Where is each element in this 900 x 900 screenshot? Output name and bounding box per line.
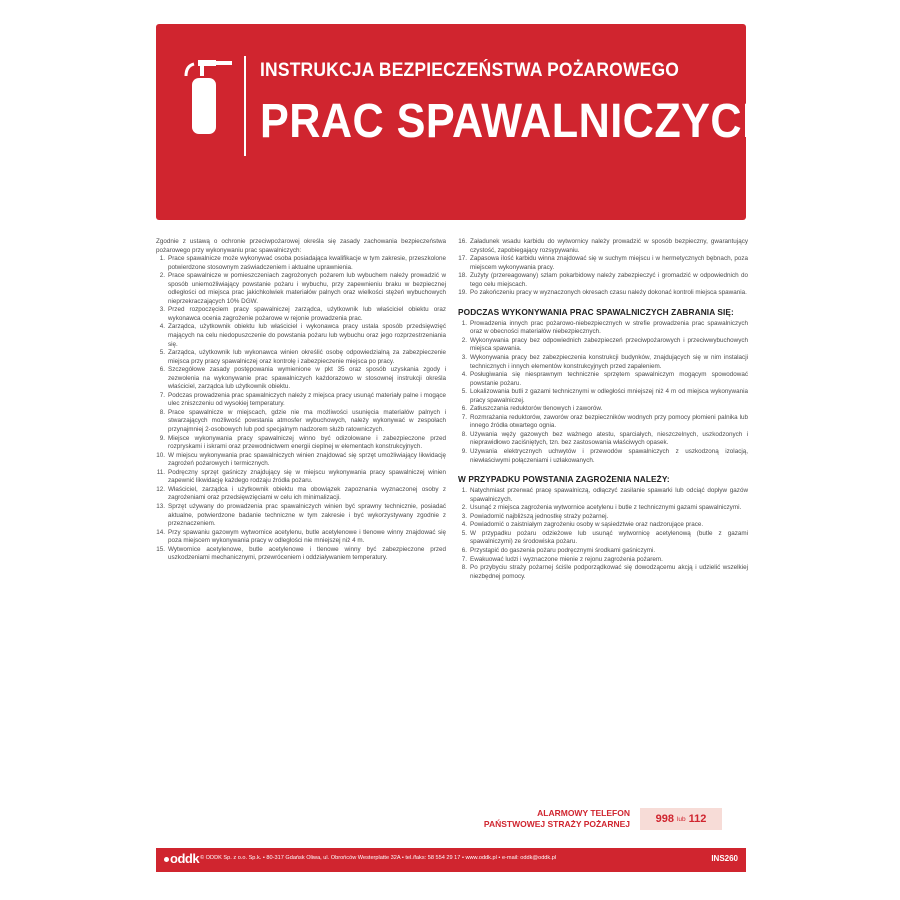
intro-paragraph: Zgodnie z ustawą o ochronie przeciwpożarowej określa się zasady zachowania bezpieczeństwa pożarowego przy wykonywaniu prac spawalniczych: [156, 238, 446, 254]
alarm-phone-block [462, 808, 750, 840]
list-item [458, 405, 748, 414]
list-item-number: 14. [156, 528, 165, 536]
instruction-sheet [152, 20, 774, 878]
list-item-text: Posługiwania się niesprawnym technicznie sprzętem spawalniczym mogącym spowodować powstanie pożaru. [470, 371, 748, 387]
list-item [156, 452, 446, 469]
list-item-number: 15. [156, 545, 165, 553]
list-item [156, 546, 446, 563]
list-item-text: Prace spawalnicze w miejscach, gdzie nie ma możliwości usunięcia materiałów palnych i stwarzających możliwość powstania atmosfer wybuchowych, należy wykonywać w zespołach przynajmniej 2-osobowych lub pod specjalnym nadzorem służb ratowniczych. [168, 408, 446, 434]
list-item-number: 19. [458, 289, 467, 297]
list-item [156, 366, 446, 392]
list-item-number: 5. [461, 388, 467, 396]
list-item [156, 503, 446, 529]
list-item-number: 8. [159, 408, 165, 416]
list-item [156, 306, 446, 323]
list-item [458, 547, 748, 556]
list-item [458, 513, 748, 522]
list-item [458, 448, 748, 465]
list-item [156, 435, 446, 452]
header-divider [244, 56, 246, 156]
list-item-text: W przypadku pożaru odzieżowe lub usunąć wytwornicę acetylenową (butle z gazami spawalniczymi) ze środowiska pożaru. [470, 529, 748, 546]
list-item [458, 337, 748, 354]
emergency-heading: W PRZYPADKU POWSTANIA ZAGROŻENIA NALEŻY: [458, 474, 670, 485]
list-item [458, 289, 748, 298]
list-item [458, 272, 748, 289]
list-item-text: Natychmiast przerwać pracę spawalniczą, odłączyć zasilanie spawarki lub odciąć dopływ gazów spawalniczych. [470, 487, 748, 503]
left-column [156, 238, 446, 563]
list-item-text: Prace spawalnicze w pomieszczeniach zagrożonych pożarem lub wybuchem należy prowadzić w sposób uniemożliwiający powstanie pożaru i wybuchu, przy zapewnieniu braku w bezpiecznej odległości od miejsca prac jakichkolwiek materiałów palnych oraz wielkości stężeń wybuchowych nieprzekraczających 10% DGW. [168, 272, 446, 305]
list-item-number: 2. [159, 272, 165, 280]
right-column [458, 238, 748, 581]
list-item-text: Lokalizowania butli z gazami technicznymi w odległości mniejszej niż 4 m od miejsca wykonywania pracy spawalniczej. [470, 388, 748, 404]
list-item-text: Zużyty (przereagowany) szlam pokarbidowy należy zabezpieczyć i gromadzić w odpowiednich do tego celu miejscach. [470, 272, 748, 288]
oddk-logo [164, 851, 199, 866]
list-item-number: 5. [461, 529, 467, 537]
list-item-text: Zatłuszczania reduktorów tlenowych i zaworów. [470, 405, 603, 413]
list-item-text: Zapasowa ilość karbidu winna znajdować się w suchym miejscu i w hermetycznych bębnach, poza miejscem wykonywania pracy. [470, 255, 748, 271]
list-item-number: 2. [461, 336, 467, 344]
list-item-number: 6. [461, 546, 467, 554]
list-item [156, 469, 446, 486]
product-code: INS260 [711, 854, 738, 863]
list-item [156, 255, 446, 272]
alarm-label-line2: PAŃSTWOWEJ STRAŻY POŻARNEJ [483, 819, 630, 829]
list-item-number: 18. [458, 272, 467, 280]
list-item-text: Usunąć z miejsca zagrożenia wytwornice acetylenu i butle z technicznymi gazami spawalniczymi. [470, 504, 742, 512]
list-item-number: 12. [156, 485, 165, 493]
list-item [156, 392, 446, 409]
list-item [156, 323, 446, 349]
list-item-number: 3. [461, 354, 467, 362]
list-item-text: Powiadomić o zaistniałym zagrożeniu osoby w sąsiedztwie oraz nadzorujące prace. [470, 521, 704, 529]
list-item [458, 530, 748, 547]
list-item-text: Właściciel, zarządca i użytkownik obiektu ma obowiązek zapoznania wyznaczonej osoby z zagrożeniami oraz przedsięwzięciami w celu ich minimalizacji. [168, 485, 446, 502]
list-item-number: 7. [159, 391, 165, 399]
list-item-text: Sprzęt używany do prowadzenia prac spawalniczych winien być sprawny technicznie, posiadać aktualne, potwierdzone badanie techniczne w tym zakresie i być wykorzystywany zgodnie z przeznaczeniem. [168, 502, 446, 528]
alarm-number-998: 998 [655, 813, 674, 825]
list-item-number: 1. [461, 319, 467, 327]
alarm-or: lub [676, 815, 686, 823]
list-item-number: 2. [461, 504, 467, 512]
list-item-number: 3. [461, 512, 467, 520]
list-item-text: Po przybyciu straży pożarnej ściśle podporządkować się dowodzącemu akcją i udzielić wszelkiej niezbędnej pomocy. [470, 564, 748, 580]
list-item-text: Rozmrażania reduktorów, zaworów oraz bezpieczników wodnych przy pomocy płomieni palnika lub innego źródła otwartego ognia. [470, 413, 748, 430]
alarm-number-112: 112 [688, 813, 707, 825]
list-item-number: 11. [156, 468, 165, 476]
list-item [458, 556, 748, 565]
rules-list-continued [458, 238, 748, 298]
list-item [156, 486, 446, 503]
list-item [458, 354, 748, 371]
list-item-number: 16. [458, 238, 467, 245]
list-item [458, 504, 748, 513]
list-item-text: Szczegółowe zasady postępowania wymienione w pkt 35 oraz sposób uzyskania zgody i zezwolenia na wykonywanie prac spawalniczych każdorazowo w stosownej instrukcji określa właściciel, zarządca lub użytkownik obiektu. [168, 366, 446, 391]
list-item-number: 9. [159, 434, 165, 442]
alarm-numbers-box [640, 808, 722, 830]
list-item-text: Przed rozpoczęciem pracy spawalniczej zarządca, użytkownik lub właściciel obiektu oraz wykonawca ocenia zagrożenie pożarowe w rejonie prowadzenia prac. [168, 306, 446, 322]
prohibited-heading: PODCZAS WYKONYWANIA PRAC SPAWALNICZYCH ZABRANIA SIĘ: [458, 306, 734, 317]
list-item [458, 320, 748, 337]
list-item [458, 388, 748, 405]
list-item-text: Wykonywania pracy bez odpowiednich zabezpieczeń przeciwpożarowych i przeciwwybuchowych miejsca spawania. [470, 336, 748, 353]
list-item-number: 5. [159, 349, 165, 357]
list-item [458, 238, 748, 255]
list-item-number: 8. [461, 430, 467, 438]
list-item-number: 13. [156, 502, 165, 510]
list-item [458, 414, 748, 431]
list-item [156, 409, 446, 435]
list-item-text: Podczas prowadzenia prac spawalniczych należy z miejsca pracy usunąć materiały palne i mogące ulec zniszczeniu od wysokiej temperatury. [168, 391, 446, 408]
list-item-number: 6. [159, 366, 165, 374]
rules-list [156, 255, 446, 563]
prohibited-list [458, 320, 748, 465]
list-item-text: Ewakuować ludzi i wyznaczone mienie z rejonu zagrożenia pożarem. [470, 555, 663, 563]
header-title-line2: PRAC SPAWALNICZYCH [260, 95, 774, 148]
list-item-text: Wytwornice acetylenowe, butle acetylenowe i tlenowe winny być zabezpieczone przed uszkodzeniami mechanicznymi, przewróceniem i oddziaływaniem temperatury. [168, 545, 446, 562]
list-item-text: Wykonywania pracy bez zabezpieczenia konstrukcji budynków, znajdujących się w nim instalacji technicznych i innych elementów konstrukcyjnych przed zapaleniem. [470, 354, 748, 370]
emergency-list [458, 487, 748, 581]
list-item-number: 1. [461, 487, 467, 495]
footer-bar [156, 848, 746, 872]
list-item-text: Używania elektrycznych uchwytów i przewodów spawalniczych z uszkodzoną izolacją, niewłaściwymi połączeniami i uzłakowanych. [470, 448, 748, 464]
list-item [156, 272, 446, 306]
list-item-number: 1. [159, 255, 165, 263]
list-item-text: Zarządca, użytkownik lub wykonawca winien określić osobę odpowiedzialną za zabezpieczenie miejsca przy pracy spawalniczej oraz kontrolę i zabezpieczenie miejsca po pracy. [168, 349, 446, 365]
list-item-text: Miejsce wykonywania pracy spawalniczej winno być odizolowane i zabezpieczone przed rozpryskami i iskrami oraz przewodnictwem energii cieplnej w elementach konstrukcyjnych. [168, 434, 446, 451]
list-item-text: Podręczny sprzęt gaśniczy znajdujący się w miejscu wykonywania pracy spawalniczej winien zapewnić likwidację każdego rodzaju źródła pożaru. [168, 468, 446, 485]
list-item-number: 7. [461, 413, 467, 421]
list-item-number: 4. [159, 323, 165, 331]
logo-text: oddk [170, 851, 200, 866]
list-item-number: 4. [461, 521, 467, 529]
list-item-text: W miejscu wykonywania prac spawalniczych winien znajdować się sprzęt umożliwiający likwidację zagrożeń pożarowych i termicznych. [168, 451, 446, 468]
list-item-text: Prace spawalnicze może wykonywać osoba posiadająca kwalifikacje w tym zakresie, przeszkolone potwierdzone stosownym zaświadczeniem i aktualne uprawnienia. [168, 255, 446, 271]
list-item [458, 487, 748, 504]
list-item [458, 371, 748, 388]
list-item-text: Używania węży gazowych bez ważnego atestu, sparciałych, nieszczelnych, uszkodzonych i nieprawidłowo zaciśniętych, tzn. bez zastosowania właściwych opasek. [470, 430, 748, 447]
document-body [152, 238, 748, 838]
list-item [458, 564, 748, 581]
header-title-line1: INSTRUKCJA BEZPIECZEŃSTWA POŻAROWEGO [260, 60, 680, 81]
fire-extinguisher-icon [184, 56, 234, 136]
list-item-text: Zarządca, użytkownik obiektu lub właściciel i wykonawca pracy ustala sposób przedsięwzięć mających na celu niedopuszczenie do powstania pożaru lub wybuchu oraz jego rozprzestrzeniania się. [168, 323, 446, 348]
footer-info: © ODDK Sp. z o.o. Sp.k. • 80-317 Gdańsk Oliwa, ul. Obrońców Westerplatte 32A • tel./faks: 58 554 29 17 • www.oddk.pl • e-mail: oddk@oddk.pl [200, 855, 557, 861]
list-item-text: Po zakończeniu pracy w wyznaczonych okresach czasu należy dokonać kontroli miejsca spawania. [470, 289, 747, 297]
list-item-text: Prowadzenia innych prac pożarowo-niebezpiecznych w strefie prowadzenia prac spawalniczych oraz w obecności materiałów niebezpiecznych. [470, 319, 748, 336]
list-item-number: 7. [461, 555, 467, 563]
list-item-text: Załadunek wsadu karbidu do wytwornicy należy prowadzić w sposób bezpieczny, gwarantujący czystość, zapobiegający rozsypywaniu. [470, 238, 748, 254]
header-banner [156, 24, 774, 220]
list-item [458, 431, 748, 448]
list-item [458, 521, 748, 530]
list-item-text: Przy spawaniu gazowym wytwornice acetylenu, butle acetylenowe i tlenowe winny znajdować się poza miejscem wykonywania pracy w odległości nie mniejszej niż 4 m. [168, 528, 446, 545]
logo-dot [164, 857, 169, 862]
list-item-number: 6. [461, 405, 467, 413]
list-item-number: 3. [159, 306, 165, 314]
list-item [156, 529, 446, 546]
list-item-text: Przystąpić do gaszenia pożaru podręcznymi środkami gaśniczymi. [470, 546, 656, 554]
list-item-text: Powiadomić najbliższą jednostkę straży pożarnej. [470, 512, 609, 520]
list-item-number: 8. [461, 564, 467, 572]
alarm-label [462, 808, 630, 830]
list-item [156, 349, 446, 366]
list-item-number: 17. [458, 255, 467, 263]
alarm-label-line1: ALARMOWY TELEFON [537, 808, 630, 818]
list-item-number: 9. [461, 448, 467, 456]
list-item-number: 10. [156, 451, 165, 459]
list-item [458, 255, 748, 272]
list-item-number: 4. [461, 371, 467, 379]
